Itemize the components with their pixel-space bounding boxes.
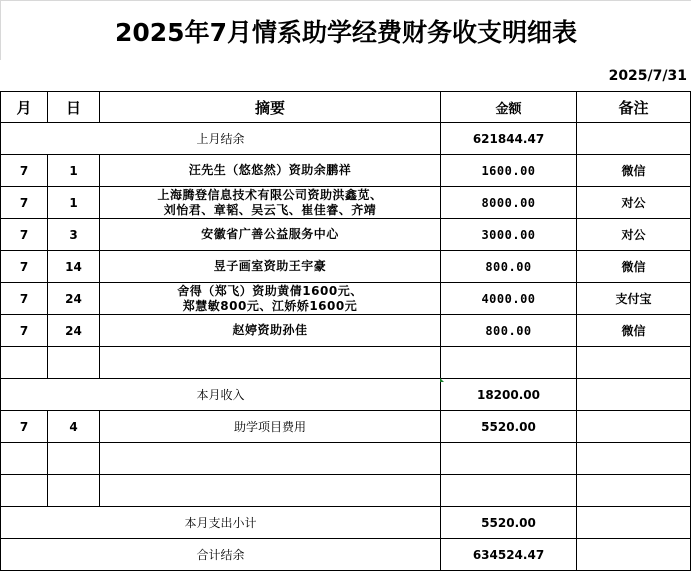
sheet-date: 2025/7/31 bbox=[608, 68, 687, 84]
opening-balance-row bbox=[1, 123, 691, 155]
cell-note: 对公 bbox=[577, 187, 691, 219]
opening-balance-note bbox=[577, 123, 691, 155]
table-row bbox=[1, 283, 691, 315]
table-row bbox=[1, 219, 691, 251]
cell-summary: 赵婷资助孙佳 bbox=[100, 315, 441, 347]
cell-amount: 1600.00 bbox=[441, 155, 577, 187]
cell-amount: 8000.00 bbox=[441, 187, 577, 219]
cell-day: 4 bbox=[48, 411, 100, 443]
cell-note bbox=[577, 411, 691, 443]
cell-month: 7 bbox=[1, 187, 48, 219]
cell-month: 7 bbox=[1, 219, 48, 251]
cell-amount: 3000.00 bbox=[441, 219, 577, 251]
cell-day: 1 bbox=[48, 187, 100, 219]
cell-summary: 昱子画室资助王宇豪 bbox=[100, 251, 441, 283]
empty-row bbox=[1, 347, 691, 379]
table-row bbox=[1, 187, 691, 219]
expense-total-row bbox=[1, 507, 691, 539]
cell-month: 7 bbox=[1, 283, 48, 315]
cell-summary: 安徽省广善公益服务中心 bbox=[100, 219, 441, 251]
cell-note: 微信 bbox=[577, 315, 691, 347]
empty-row bbox=[1, 475, 691, 507]
cell-note: 对公 bbox=[577, 219, 691, 251]
cell-month: 7 bbox=[1, 411, 48, 443]
cell-day: 24 bbox=[48, 283, 100, 315]
cell-day: 14 bbox=[48, 251, 100, 283]
closing-balance-amount: 634524.47 bbox=[441, 539, 577, 571]
cell-month: 7 bbox=[1, 251, 48, 283]
cell-day: 24 bbox=[48, 315, 100, 347]
summary-line: 刘怡君、章韬、吴云飞、崔佳睿、齐靖 bbox=[163, 202, 377, 217]
opening-balance-amount: 621844.47 bbox=[441, 123, 577, 155]
cell-note: 微信 bbox=[577, 251, 691, 283]
cell-note: 微信 bbox=[577, 155, 691, 187]
cell-summary bbox=[100, 187, 441, 219]
sheet-title: 2025年7月情系助学经费财务收支明细表 bbox=[0, 0, 691, 60]
cell-amount: 800.00 bbox=[441, 251, 577, 283]
expense-total-label: 本月支出小计 bbox=[1, 507, 441, 539]
cell-note: 支付宝 bbox=[577, 283, 691, 315]
income-total-label: 本月收入 bbox=[1, 379, 441, 411]
cell-amount: 4000.00 bbox=[441, 283, 577, 315]
header-amount: 金额 bbox=[441, 92, 577, 123]
cell-amount: 5520.00 bbox=[441, 411, 577, 443]
cell-amount: 800.00 bbox=[441, 315, 577, 347]
closing-balance-label: 合计结余 bbox=[1, 539, 441, 571]
finance-table bbox=[0, 91, 691, 571]
header-summary: 摘要 bbox=[100, 92, 441, 123]
income-total-row bbox=[1, 379, 691, 411]
closing-balance-row bbox=[1, 539, 691, 571]
table-row bbox=[1, 411, 691, 443]
income-total-amount: 18200.00 bbox=[441, 379, 577, 411]
opening-balance-label: 上月结余 bbox=[1, 123, 441, 155]
summary-line: 郑慧敏800元、江娇娇1600元 bbox=[182, 298, 358, 313]
expense-total-amount: 5520.00 bbox=[441, 507, 577, 539]
cell-day: 1 bbox=[48, 155, 100, 187]
cell-day: 3 bbox=[48, 219, 100, 251]
header-note: 备注 bbox=[577, 92, 691, 123]
cell-summary: 助学项目费用 bbox=[100, 411, 441, 443]
table-row bbox=[1, 315, 691, 347]
cell-summary: 汪先生（悠悠然）资助余鹏祥 bbox=[100, 155, 441, 187]
cell-month: 7 bbox=[1, 155, 48, 187]
empty-row bbox=[1, 443, 691, 475]
cell-month: 7 bbox=[1, 315, 48, 347]
summary-line: 舍得（郑飞）资助黄倩1600元、 bbox=[177, 283, 363, 298]
header-month: 月 bbox=[1, 92, 48, 123]
cell-comment-marker bbox=[440, 378, 444, 382]
table-row bbox=[1, 251, 691, 283]
cell-summary bbox=[100, 283, 441, 315]
table-row bbox=[1, 155, 691, 187]
header-day: 日 bbox=[48, 92, 100, 123]
summary-line: 上海腾登信息技术有限公司资助洪鑫苋、 bbox=[157, 187, 383, 202]
